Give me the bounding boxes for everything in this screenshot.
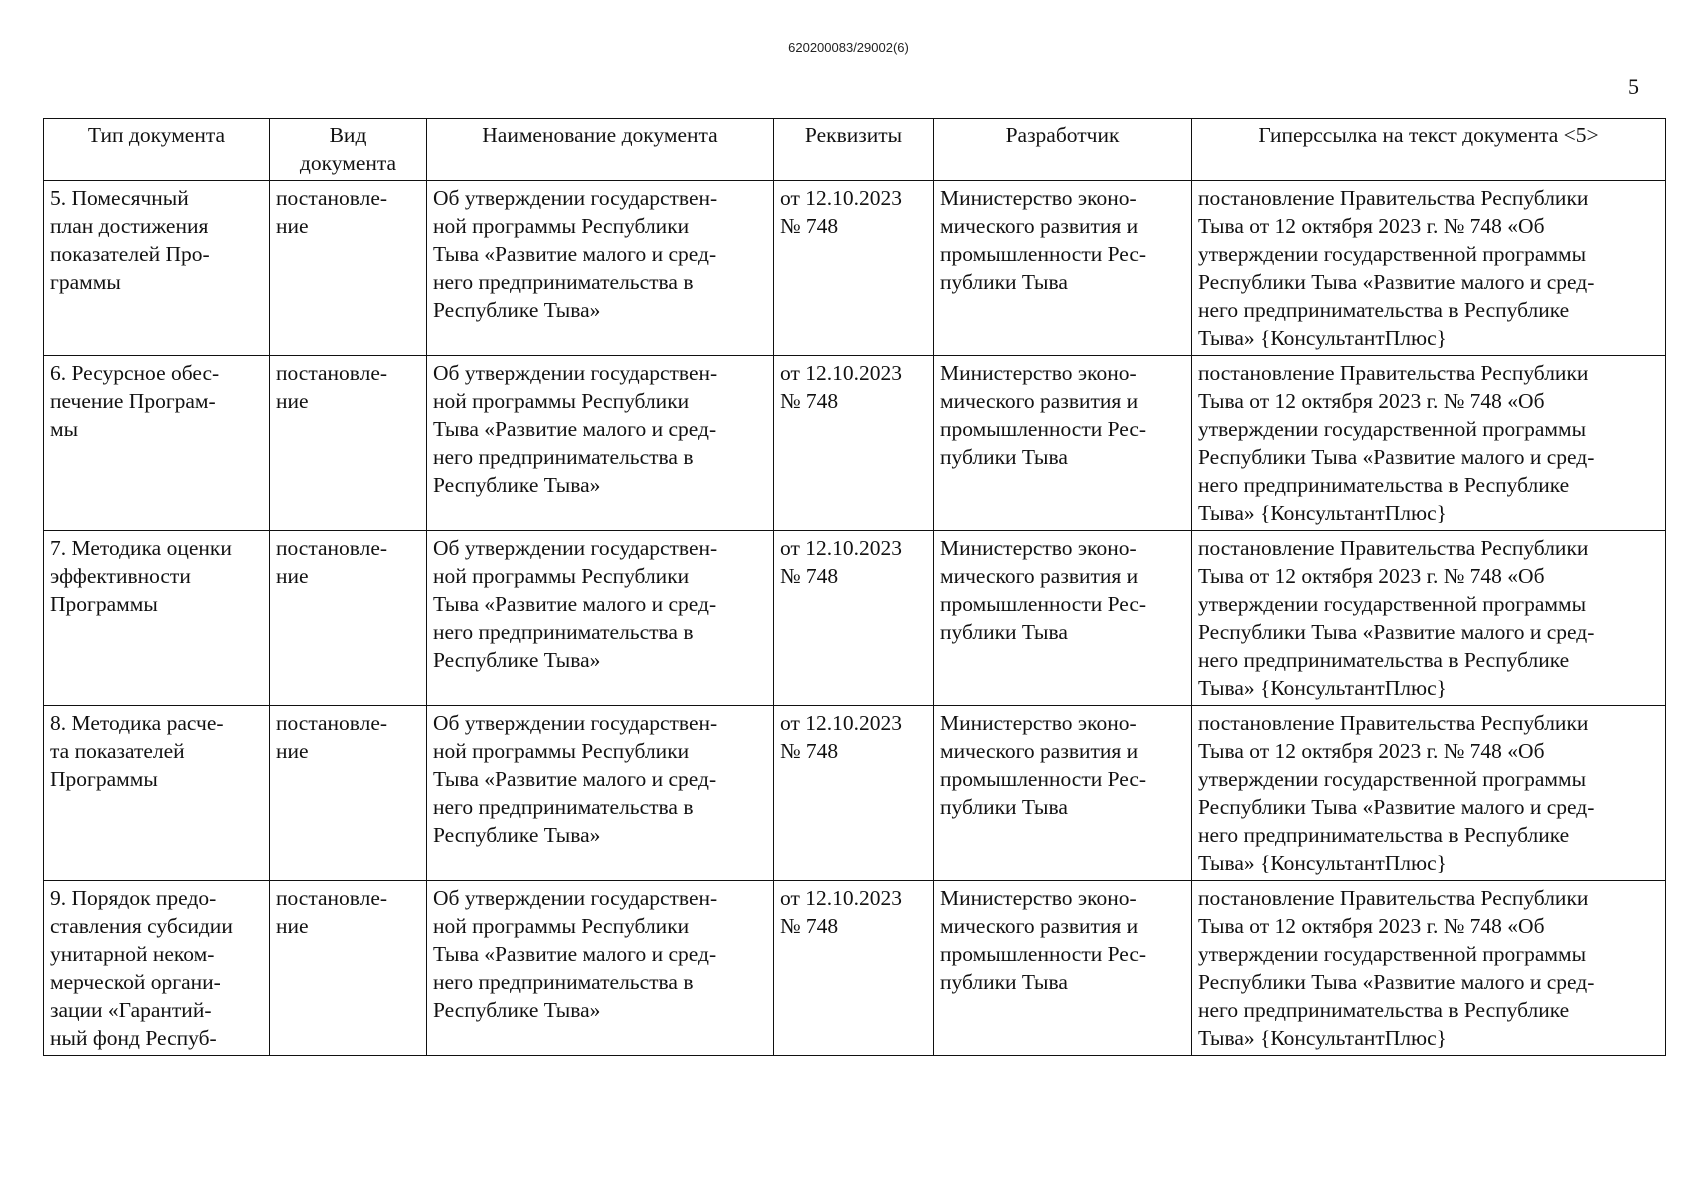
cell-doc-type: 8. Методика расче- та показателей Программы (44, 706, 270, 881)
table-row (44, 881, 1666, 1056)
page-number: 5 (1628, 74, 1639, 99)
table-row (44, 356, 1666, 531)
cell-doc-name: Об утверждении государствен- ной программы Республики Тыва «Развитие малого и сред- него предпринимательства в Республике Тыва» (427, 181, 774, 356)
cell-doc-type: 9. Порядок предо- ставления субсидии унитарной неком- мерческой органи- зации «Гарантий- ный фонд Респуб- (44, 881, 270, 1056)
cell-doc-kind: постановле- ние (270, 181, 427, 356)
cell-hyperlink: постановление Правительства Республики Тыва от 12 октября 2023 г. № 748 «Об утверждении государственной программы Республики Тыва «Развитие малого и сред- него предпринимательства в Республике Тыва» {КонсультантПлюс} (1192, 881, 1666, 1056)
cell-developer: Министерство эконо- мического развития и промышленности Рес- публики Тыва (934, 181, 1192, 356)
cell-doc-type: 7. Методика оценки эффективности Программы (44, 531, 270, 706)
cell-details: от 12.10.2023 № 748 (774, 706, 934, 881)
table-row (44, 706, 1666, 881)
cell-doc-kind: постановле- ние (270, 881, 427, 1056)
cell-doc-kind: постановле- ние (270, 356, 427, 531)
cell-doc-name: Об утверждении государствен- ной программы Республики Тыва «Развитие малого и сред- него предпринимательства в Республике Тыва» (427, 881, 774, 1056)
cell-doc-name: Об утверждении государствен- ной программы Республики Тыва «Развитие малого и сред- него предпринимательства в Республике Тыва» (427, 531, 774, 706)
cell-developer: Министерство эконо- мического развития и промышленности Рес- публики Тыва (934, 881, 1192, 1056)
table-header-row (44, 119, 1666, 181)
cell-hyperlink: постановление Правительства Республики Тыва от 12 октября 2023 г. № 748 «Об утверждении государственной программы Республики Тыва «Развитие малого и сред- него предпринимательства в Республике Тыва» {КонсультантПлюс} (1192, 356, 1666, 531)
cell-doc-kind: постановле- ние (270, 531, 427, 706)
header-hyperlink: Гиперссылка на текст документа <5> (1192, 119, 1666, 181)
cell-doc-kind: постановле- ние (270, 706, 427, 881)
cell-details: от 12.10.2023 № 748 (774, 531, 934, 706)
cell-hyperlink: постановление Правительства Республики Тыва от 12 октября 2023 г. № 748 «Об утверждении государственной программы Республики Тыва «Развитие малого и сред- него предпринимательства в Республике Тыва» {КонсультантПлюс} (1192, 706, 1666, 881)
cell-developer: Министерство эконо- мического развития и промышленности Рес- публики Тыва (934, 356, 1192, 531)
header-doc-type: Тип документа (44, 119, 270, 181)
cell-doc-type: 5. Помесячный план достижения показателей Про- граммы (44, 181, 270, 356)
cell-hyperlink: постановление Правительства Республики Тыва от 12 октября 2023 г. № 748 «Об утверждении государственной программы Республики Тыва «Развитие малого и сред- него предпринимательства в Республике Тыва» {КонсультантПлюс} (1192, 531, 1666, 706)
cell-doc-type: 6. Ресурсное обес- печение Програм- мы (44, 356, 270, 531)
cell-doc-name: Об утверждении государствен- ной программы Республики Тыва «Развитие малого и сред- него предпринимательства в Республике Тыва» (427, 706, 774, 881)
cell-developer: Министерство эконо- мического развития и промышленности Рес- публики Тыва (934, 531, 1192, 706)
table-row (44, 531, 1666, 706)
cell-hyperlink: постановление Правительства Республики Тыва от 12 октября 2023 г. № 748 «Об утверждении государственной программы Республики Тыва «Развитие малого и сред- него предпринимательства в Республике Тыва» {КонсультантПлюс} (1192, 181, 1666, 356)
header-doc-kind: Вид документа (270, 119, 427, 181)
cell-details: от 12.10.2023 № 748 (774, 356, 934, 531)
documents-table (43, 118, 1666, 1056)
header-doc-name: Наименование документа (427, 119, 774, 181)
cell-details: от 12.10.2023 № 748 (774, 881, 934, 1056)
header-developer: Разработчик (934, 119, 1192, 181)
cell-details: от 12.10.2023 № 748 (774, 181, 934, 356)
cell-developer: Министерство эконо- мического развития и промышленности Рес- публики Тыва (934, 706, 1192, 881)
table-row (44, 181, 1666, 356)
header-details: Реквизиты (774, 119, 934, 181)
document-id: 620200083/29002(6) (788, 40, 909, 55)
cell-doc-name: Об утверждении государствен- ной программы Республики Тыва «Развитие малого и сред- него предпринимательства в Республике Тыва» (427, 356, 774, 531)
